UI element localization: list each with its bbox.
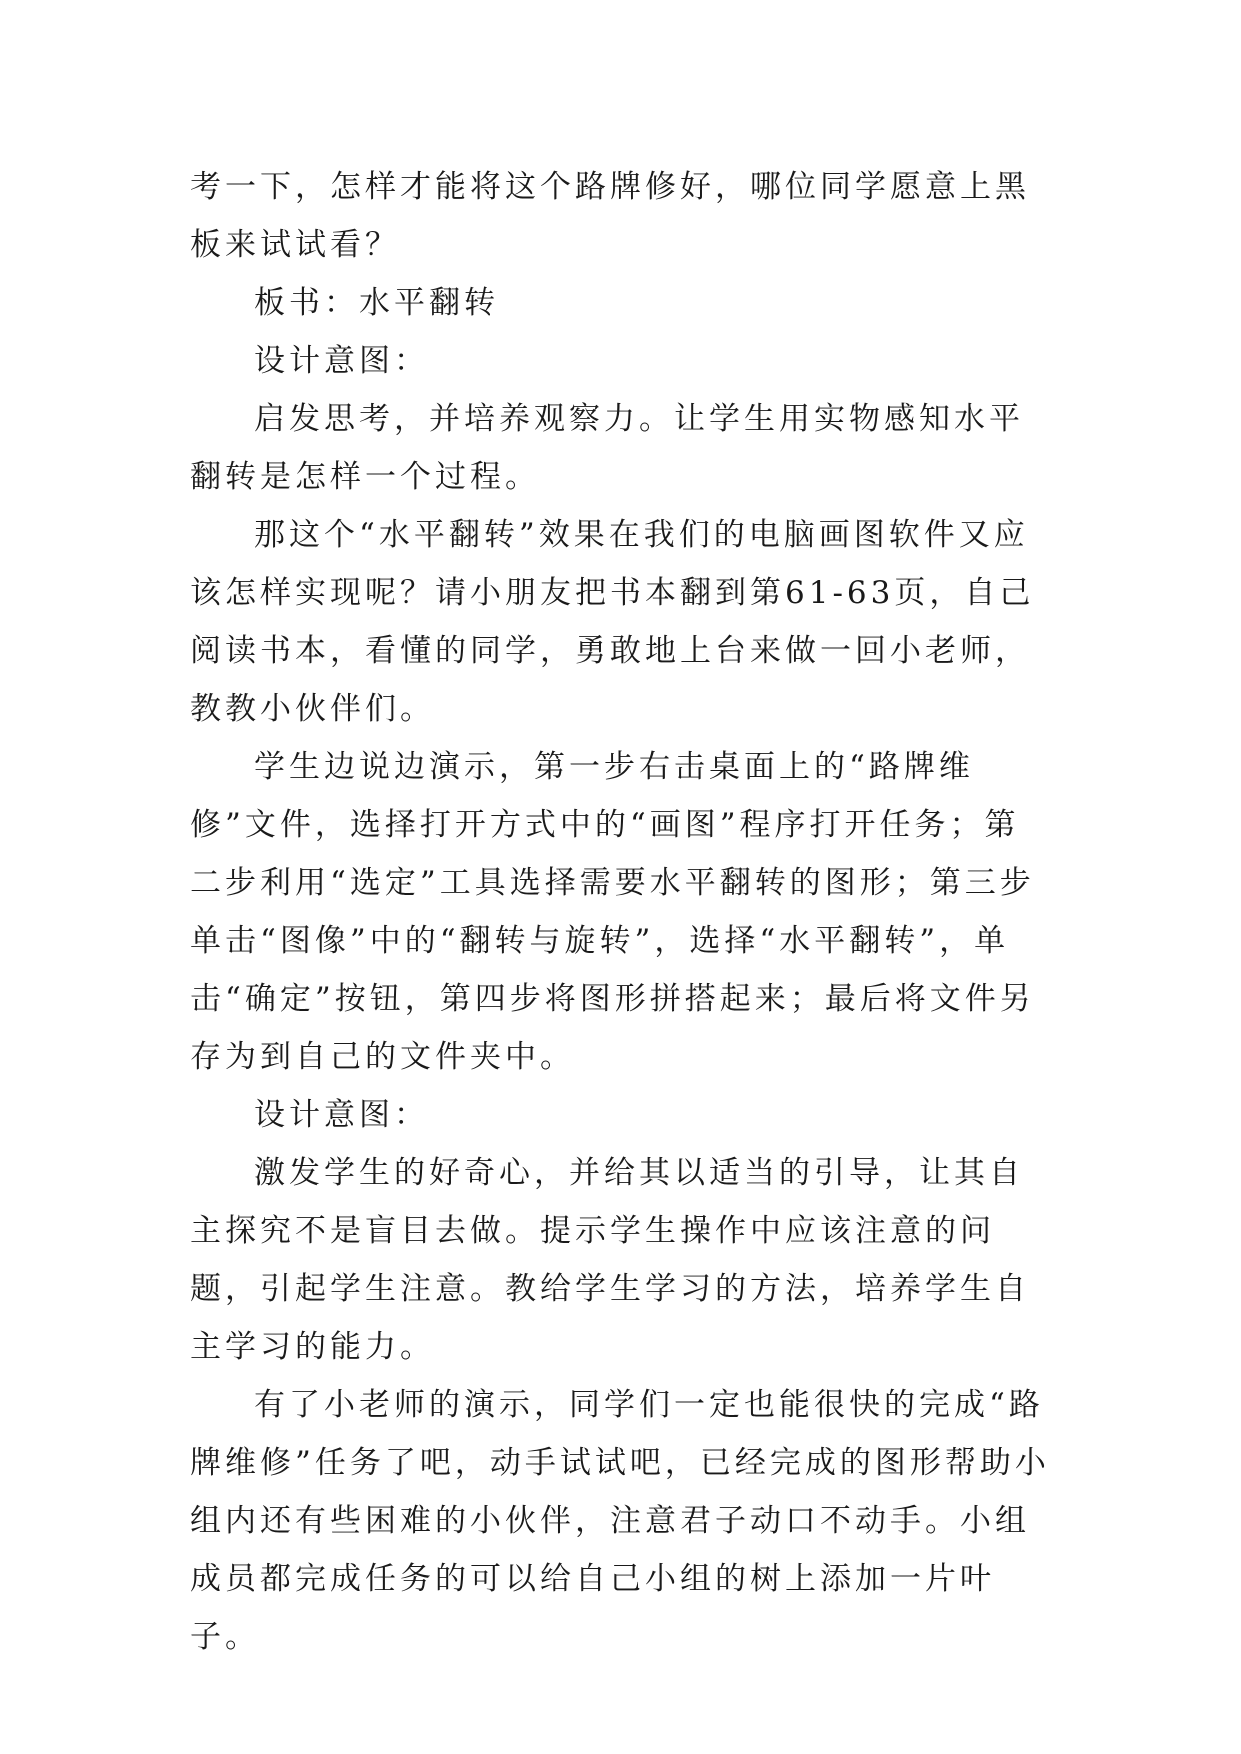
paragraph-continuation: 考一下，怎样才能将这个路牌修好，哪位同学愿意上黑板来试试看？ <box>190 169 1030 263</box>
paragraph-design-intent-2: 激发学生的好奇心，并给其以适当的引导，让其自主探究不是盲目去做。提示学生操作中应该注意的问题，引起学生注意。教给学生学习的方法，培养学生自主学习的能力。 <box>190 1155 1030 1365</box>
paragraph-design-intent-1: 启发思考，并培养观察力。让学生用实物感知水平翻转是怎样一个过程。 <box>190 401 1024 495</box>
paragraph-task: 有了小老师的演示，同学们一定也能很快的完成“路牌维修”任务了吧，动手试试吧，已经完成的图形帮助小组内还有些困难的小伙伴，注意君子动口不动手。小组成员都完成任务的可以给自己小组的树上添加一片叶子。 <box>190 1387 1050 1655</box>
paragraph-design-intent-heading: 设计意图： <box>254 1097 429 1133</box>
paragraph-blackboard-note: 板书：水平翻转 <box>254 285 499 321</box>
paragraph-question: 那这个“水平翻转”效果在我们的电脑画图软件又应该怎样实现呢？请小朋友把书本翻到第61-63页，自己阅读书本，看懂的同学，勇敢地上台来做一回小老师，教教小伙伴们。 <box>190 517 1035 727</box>
document-body <box>190 158 1050 1666</box>
paragraph-design-intent-heading: 设计意图： <box>254 343 429 379</box>
paragraph-demo-steps: 学生边说边演示，第一步右击桌面上的“路牌维修”文件，选择打开方式中的“画图”程序打开任务；第二步利用“选定”工具选择需要水平翻转的图形；第三步单击“图像”中的“翻转与旋转”，选择“水平翻转”，单击“确定”按钮，第四步将图形拼搭起来；最后将文件另存为到自己的文件夹中。 <box>190 749 1035 1075</box>
